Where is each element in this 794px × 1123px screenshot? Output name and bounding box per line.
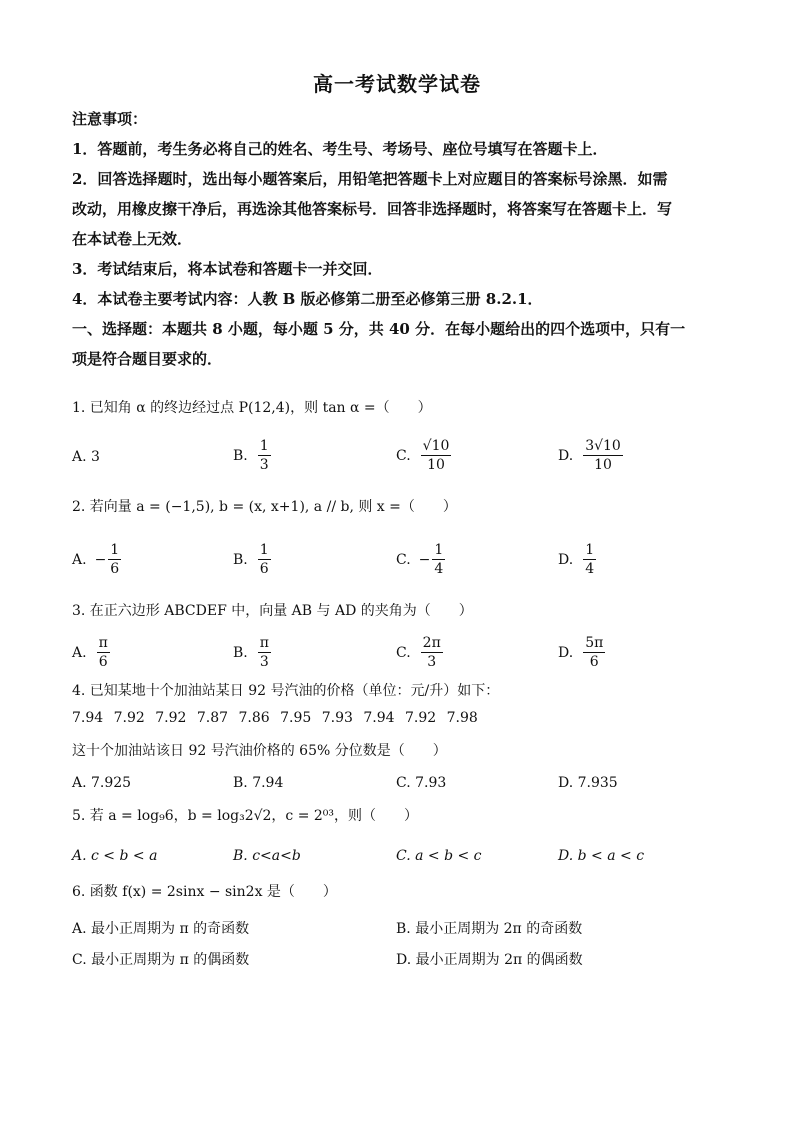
- question-3-option-c: [396, 634, 445, 671]
- fraction: [421, 634, 443, 671]
- numerator: 3√10: [585, 438, 621, 454]
- question-1-option-c: [396, 437, 453, 474]
- option-label: A.: [72, 551, 87, 568]
- question-5-option-b: B. c<a<b: [233, 848, 301, 864]
- denominator: 3: [259, 457, 269, 473]
- question-6-option-d: D. 最小正周期为 2π 的偶函数: [396, 952, 583, 968]
- fraction: [421, 437, 452, 474]
- question-2-option-d: [558, 541, 598, 578]
- notice-item-2-cont: 改动，用橡皮擦干净后，再选涂其他答案标号．回答非选择题时，将答案写在答题卡上．写: [72, 200, 673, 218]
- option-label: D.: [558, 551, 574, 568]
- option-label: B.: [233, 551, 248, 568]
- fraction: [583, 541, 596, 578]
- option-label: C.: [396, 447, 411, 464]
- fraction: [258, 634, 271, 671]
- denominator: 4: [434, 561, 444, 577]
- question-6-option-b: B. 最小正周期为 2π 的奇函数: [396, 921, 583, 937]
- fraction: [258, 437, 271, 474]
- denominator: 6: [110, 561, 120, 577]
- fraction: [258, 541, 271, 578]
- numerator: 5π: [585, 635, 604, 651]
- question-3-stem: 3. 在正六边形 ABCDEF 中，向量 AB 与 AD 的夹角为（ ）: [72, 603, 473, 619]
- notice-item-3: 3．考试结束后，将本试卷和答题卡一并交回．: [72, 260, 383, 278]
- fraction: [97, 634, 110, 671]
- numerator: 1: [110, 542, 120, 558]
- question-3-option-d: [558, 634, 607, 671]
- denominator: 10: [427, 457, 445, 473]
- question-2-stem: 2. 若向量 a = (−1,5), b = (x, x+1), a // b, 则 x =（ ）: [72, 499, 457, 515]
- denominator: 6: [259, 561, 269, 577]
- option-label: B.: [233, 447, 248, 464]
- option-label: A.: [72, 644, 87, 661]
- denominator: 6: [98, 654, 108, 670]
- question-5-option-c: C. a < b < c: [396, 848, 482, 864]
- question-2-option-a: [72, 541, 123, 578]
- option-label: C.: [396, 551, 411, 568]
- question-4-question: 这十个加油站该日 92 号汽油价格的 65% 分位数是（ ）: [72, 743, 447, 759]
- option-label: D.: [558, 644, 574, 661]
- section-heading-line2: 项是符合题目要求的．: [72, 350, 223, 368]
- question-4-option-a: A. 7.925: [72, 775, 132, 791]
- numerator: 2π: [422, 635, 441, 651]
- fraction: [108, 541, 121, 578]
- denominator: 10: [594, 457, 612, 473]
- numerator: 1: [259, 542, 269, 558]
- question-4-option-b: B. 7.94: [233, 775, 284, 791]
- notice-item-4: 4．本试卷主要考试内容：人教 B 版必修第二册至必修第三册 8.2.1．: [72, 290, 543, 308]
- minus-sign: −: [418, 551, 431, 568]
- question-2-option-c: [396, 541, 447, 578]
- fraction: [432, 541, 445, 578]
- numerator: 1: [434, 542, 444, 558]
- option-label: D.: [558, 447, 574, 464]
- question-5-option-a: A. c < b < a: [72, 848, 158, 864]
- question-1-option-d: [558, 437, 625, 474]
- numerator: 1: [585, 542, 595, 558]
- question-6-option-a: A. 最小正周期为 π 的奇函数: [72, 921, 250, 937]
- numerator: π: [259, 635, 269, 651]
- question-4-stem: 4. 已知某地十个加油站某日 92 号汽油的价格（单位：元/升）如下：: [72, 683, 500, 699]
- notice-item-2-end: 在本试卷上无效．: [72, 230, 193, 248]
- denominator: 3: [427, 654, 437, 670]
- denominator: 3: [259, 654, 269, 670]
- exam-title: 高一考试数学试卷: [313, 72, 481, 96]
- question-4-price-data: 7.94 7.92 7.92 7.87 7.86 7.95 7.93 7.94 7.92 7.98: [72, 710, 478, 726]
- question-4-option-c: C. 7.93: [396, 775, 447, 791]
- denominator: 6: [589, 654, 599, 670]
- question-2-option-b: [233, 541, 273, 578]
- option-label: C.: [396, 644, 411, 661]
- question-5-option-d: D. b < a < c: [558, 848, 645, 864]
- question-6-option-c: C. 最小正周期为 π 的偶函数: [72, 952, 250, 968]
- question-1-stem: 1. 已知角 α 的终边经过点 P(12,4)，则 tan α =（ ）: [72, 400, 432, 416]
- option-label: B.: [233, 644, 248, 661]
- fraction: [583, 437, 623, 474]
- question-1-option-a: A. 3: [72, 449, 100, 465]
- notice-item-2: 2．回答选择题时，选出每小题答案后，用铅笔把答题卡上对应题目的答案标号涂黑．如需: [72, 170, 668, 188]
- question-1-option-b: [233, 437, 273, 474]
- notice-heading: 注意事项：: [72, 110, 148, 128]
- section-heading-line1: 一、选择题：本题共 8 小题，每小题 5 分，共 40 分．在每小题给出的四个选项中，只有一: [72, 320, 686, 338]
- numerator: √10: [422, 438, 450, 454]
- fraction: [583, 634, 605, 671]
- question-6-stem: 6. 函数 f(x) = 2sinx − sin2x 是（ ）: [72, 884, 337, 900]
- numerator: π: [98, 635, 108, 651]
- numerator: 1: [259, 438, 269, 454]
- question-4-option-d: D. 7.935: [558, 775, 618, 791]
- question-5-stem: 5. 若 a = log₉6，b = log₃2√2，c = 2⁰³，则（ ）: [72, 808, 419, 824]
- question-3-option-b: [233, 634, 273, 671]
- minus-sign: −: [94, 551, 107, 568]
- notice-item-1: 1．答题前，考生务必将自己的姓名、考生号、考场号、座位号填写在答题卡上．: [72, 140, 608, 158]
- notice-section: [72, 104, 732, 374]
- denominator: 4: [585, 561, 595, 577]
- question-3-option-a: [72, 634, 112, 671]
